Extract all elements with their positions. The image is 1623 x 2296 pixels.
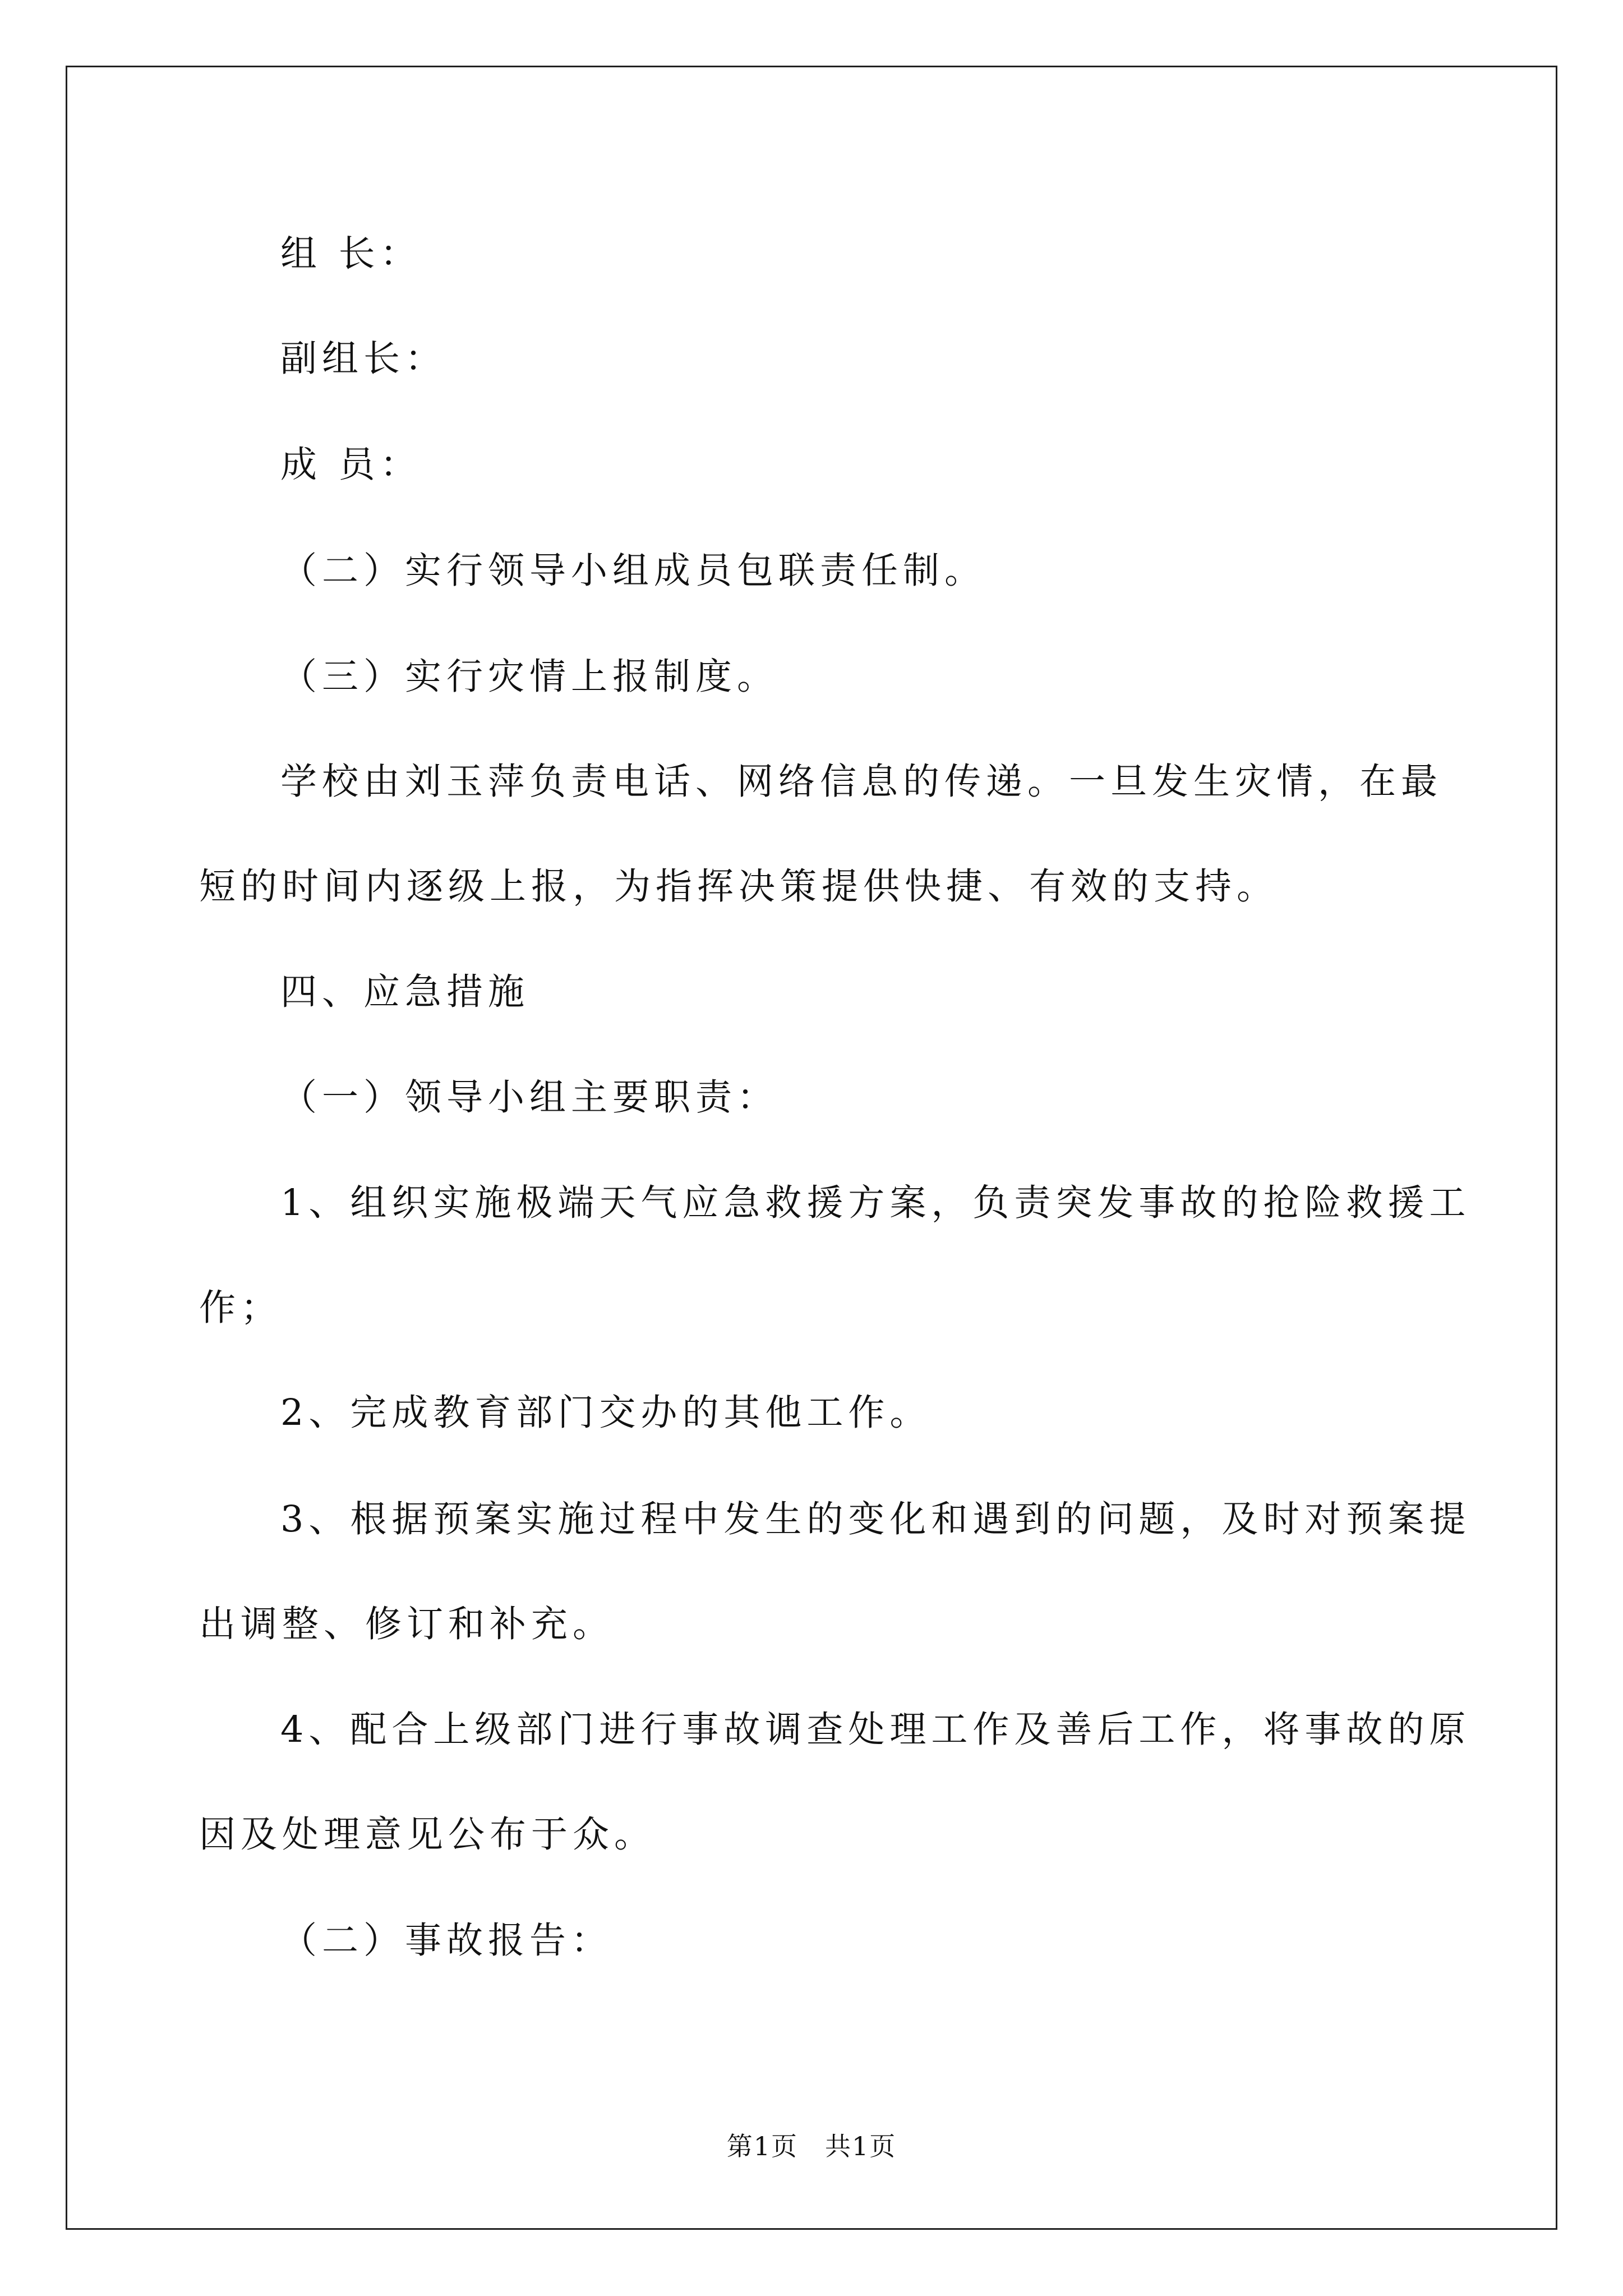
text-line-paragraph-1a: 学校由刘玉萍负责电话、网络信息的传递。一旦发生灾情，在最: [280, 761, 1443, 803]
text-line-deputy-leader: 副组长：: [280, 338, 447, 380]
list-item-1a: 1、组织实施极端天气应急救援方案，负责突发事故的抢险救援工: [280, 1182, 1471, 1224]
list-item-4a: 4、配合上级部门进行事故调查处理工作及善后工作，将事故的原: [280, 1709, 1471, 1751]
section-heading-emergency: 四、应急措施: [280, 971, 530, 1013]
list-item-3b: 出调整、修订和补充。: [199, 1603, 615, 1645]
text-line-paragraph-1b: 短的时间内逐级上报，为指挥决策提供快捷、有效的支持。: [199, 866, 1279, 908]
list-item-3a: 3、根据预案实施过程中发生的变化和遇到的问题，及时对预案提: [280, 1498, 1471, 1540]
text-line-members: 成 员：: [280, 444, 422, 486]
subsection-heading-report: （二）事故报告：: [280, 1920, 613, 1962]
list-item-1b: 作；: [199, 1287, 283, 1329]
list-item-4b: 因及处理意见公布于众。: [199, 1814, 656, 1856]
text-line-team-leader: 组 长：: [280, 233, 422, 275]
text-line-report-system: （三）实行灾情上报制度。: [280, 656, 779, 698]
page-footer: 第1页 共1页: [726, 2131, 897, 2161]
text-line-responsibility: （二）实行领导小组成员包联责任制。: [280, 550, 986, 592]
page-border: [66, 66, 1557, 2230]
list-item-2: 2、完成教育部门交办的其他工作。: [280, 1392, 932, 1434]
subsection-heading-duties: （一）领导小组主要职责：: [280, 1076, 779, 1119]
